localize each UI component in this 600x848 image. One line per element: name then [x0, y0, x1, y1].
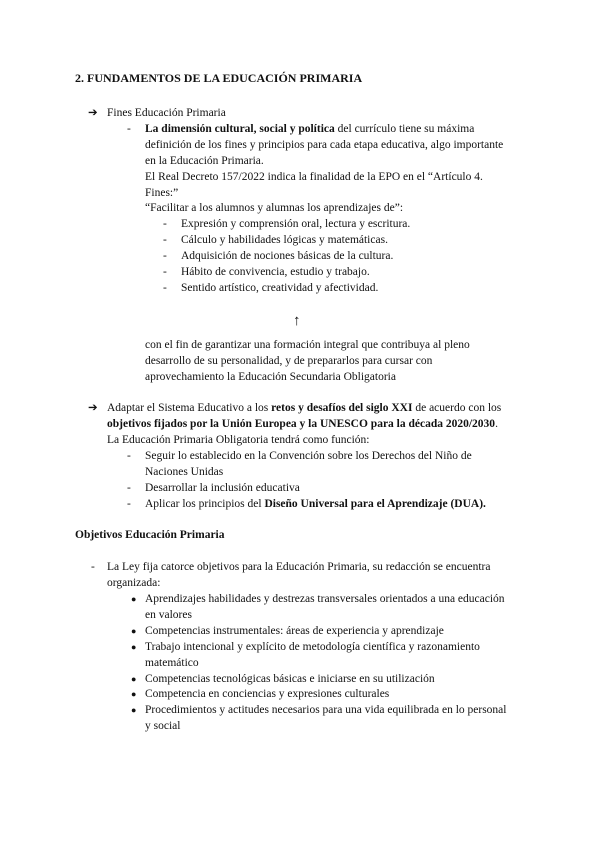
dash-bullet: -: [91, 561, 95, 573]
bullet-icon: ●: [131, 689, 137, 699]
paragraph-line: La Educación Primaria Obligatoria tendrá como función:: [107, 434, 370, 446]
dash-bullet: -: [127, 482, 131, 494]
list-item: [145, 496, 486, 512]
objetivos-heading: Objetivos Educación Primaria: [75, 529, 225, 541]
list-item: Adquisición de nociones básicas de la cultura.: [181, 250, 394, 262]
paragraph-line: [107, 400, 501, 416]
paragraph-line: [145, 121, 474, 137]
dash-bullet: -: [127, 498, 131, 510]
list-item: Competencia en conciencias y expresiones culturales: [145, 688, 390, 700]
text: Aplicar los principios del: [145, 498, 265, 510]
dash-bullet: -: [163, 282, 167, 294]
list-item: Seguir lo establecido en la Convención sobre los Derechos del Niño de: [145, 450, 472, 462]
paragraph-line: [107, 416, 498, 432]
list-item: Hábito de convivencia, estudio y trabajo.: [181, 266, 370, 278]
bullet-icon: ●: [131, 594, 137, 604]
paragraph-line: “Facilitar a los alumnos y alumnas los aprendizajes de”:: [145, 202, 404, 214]
paragraph-line: con el fin de garantizar una formación integral que contribuya al pleno: [145, 339, 470, 351]
paragraph-line: organizada:: [107, 577, 161, 589]
dash-bullet: -: [163, 266, 167, 278]
list-item: Naciones Unidas: [145, 466, 224, 478]
bold-text: retos y desafíos del siglo XXI: [271, 402, 413, 414]
arrow-bullet-icon: ➔: [88, 402, 98, 414]
arrow-bullet-icon: ➔: [88, 107, 98, 119]
paragraph-line: desarrollo de su personalidad, y de prepararlos para cursar con: [145, 355, 433, 367]
bold-text: Diseño Universal para el Aprendizaje (DUA).: [264, 498, 486, 510]
bullet-icon: ●: [131, 674, 137, 684]
text: Adaptar el Sistema Educativo a los: [107, 402, 272, 414]
list-item: Cálculo y habilidades lógicas y matemáticas.: [181, 234, 388, 246]
list-item: Trabajo intencional y explícito de metodología científica y razonamiento: [145, 641, 480, 653]
list-item: Expresión y comprensión oral, lectura y escritura.: [181, 218, 411, 230]
text: de acuerdo con los: [412, 402, 502, 414]
dash-bullet: -: [127, 450, 131, 462]
section-title: 2. FUNDAMENTOS DE LA EDUCACIÓN PRIMARIA: [75, 71, 363, 85]
list-item: y social: [145, 720, 181, 732]
paragraph-line: Fines:”: [145, 187, 179, 199]
text: .: [495, 418, 498, 430]
fines-heading: Fines Educación Primaria: [107, 107, 226, 119]
list-item: Desarrollar la inclusión educativa: [145, 482, 300, 494]
bold-text: La dimensión cultural, social y política: [145, 123, 335, 135]
up-arrow-icon: ↑: [293, 313, 301, 329]
bullet-icon: ●: [131, 626, 137, 636]
paragraph-line: definición de los fines y principios para cada etapa educativa, algo importante: [145, 139, 504, 151]
dash-bullet: -: [163, 218, 167, 230]
list-item: Competencias tecnológicas básicas e iniciarse en su utilización: [145, 673, 435, 685]
text: del currículo tiene su máxima: [334, 123, 475, 135]
paragraph-line: El Real Decreto 157/2022 indica la finalidad de la EPO en el “Artículo 4.: [145, 171, 483, 183]
dash-bullet: -: [163, 250, 167, 262]
bold-text: objetivos fijados por la Unión Europea y la UNESCO para la década 2020/2030: [107, 418, 496, 430]
bullet-icon: ●: [131, 642, 137, 652]
paragraph-line: en la Educación Primaria.: [145, 155, 264, 167]
paragraph-line: La Ley fija catorce objetivos para la Educación Primaria, su redacción se encuentra: [107, 561, 491, 573]
dash-bullet: -: [127, 123, 131, 135]
list-item: Competencias instrumentales: áreas de experiencia y aprendizaje: [145, 625, 444, 637]
list-item: Aprendizajes habilidades y destrezas transversales orientados a una educación: [145, 593, 505, 605]
list-item: Procedimientos y actitudes necesarios para una vida equilibrada en lo personal: [145, 704, 507, 716]
list-item: Sentido artístico, creatividad y afectividad.: [181, 282, 379, 294]
paragraph-line: aprovechamiento la Educación Secundaria Obligatoria: [145, 371, 396, 383]
dash-bullet: -: [163, 234, 167, 246]
list-item: matemático: [145, 657, 199, 669]
list-item: en valores: [145, 609, 192, 621]
bullet-icon: ●: [131, 705, 137, 715]
